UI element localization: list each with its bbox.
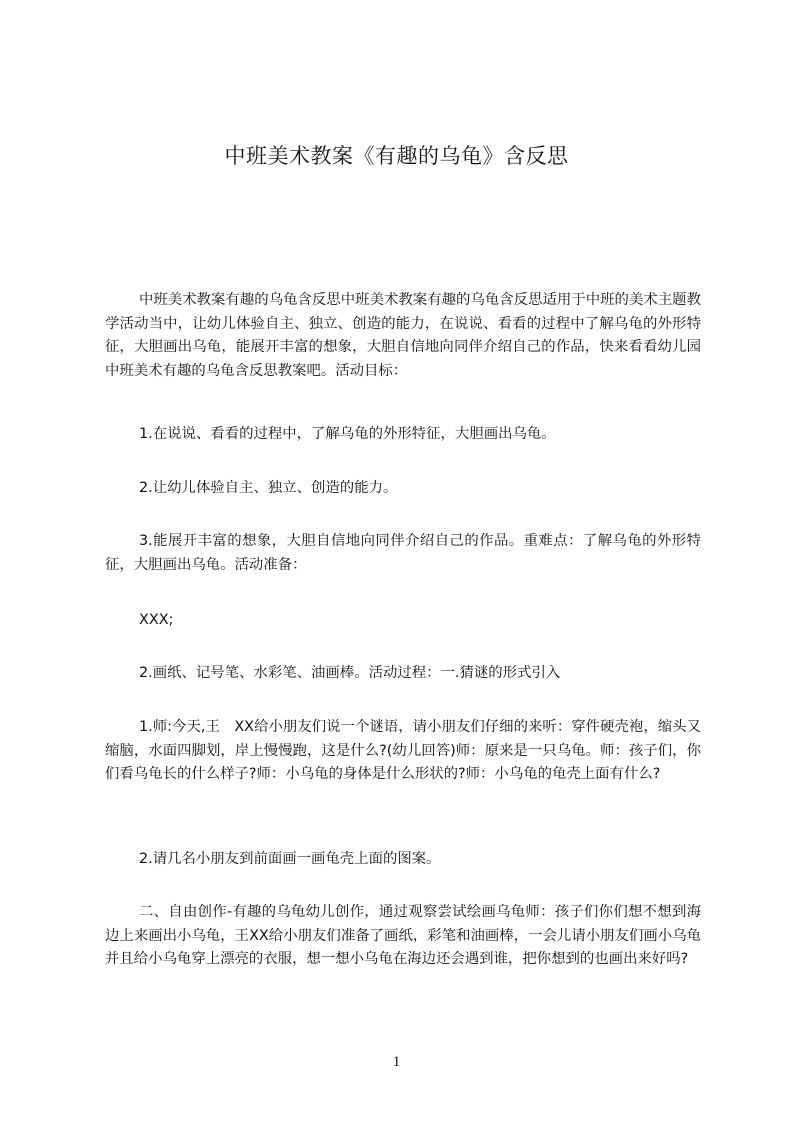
paragraph-process-1: 1.师:今天,王 XX给小朋友们说一个谜语，请小朋友们仔细的来听：穿件硬壳袍，缩头又缩脑，水面四脚划，岸上慢慢跑，这是什么?(幼儿回答)师：原来是一只乌龟。师：孩子们，你们看乌龟长的什么样子?师：小乌龟的身体是什么形状的?师：小乌龟的龟壳上面有什么? xyxy=(105,719,701,782)
document-title: 中班美术教案《有趣的乌龟》含反思 xyxy=(224,144,569,168)
paragraph-goal-2: 2.让幼儿体验自主、独立、创造的能力。 xyxy=(139,480,398,496)
paragraph-free-creation: 二、自由创作-有趣的乌龟幼儿创作，通过观察尝试绘画乌龟师：孩子们你们想不想到海边上来画出小乌龟，王XX给小朋友们准备了画纸，彩笔和油画棒，一会儿请小朋友们画小乌龟并且给小乌龟穿上漂亮的衣服，想一想小乌龟在海边还会遇到谁，把你想到的也画出来好吗? xyxy=(105,904,701,967)
paragraph-process-2: 2.请几名小朋友到前面画一画龟壳上面的图案。 xyxy=(139,851,441,867)
paragraph-materials-2: 2.画纸、记号笔、水彩笔、油画棒。活动过程：一.猜谜的形式引入 xyxy=(139,665,561,681)
paragraph-intro: 中班美术教案有趣的乌龟含反思中班美术教案有趣的乌龟含反思适用于中班的美术主题教学活动当中，让幼儿体验自主、独立、创造的能力，在说说、看看的过程中了解乌龟的外形特征，大胆画出乌龟，能展开丰富的想象，大胆自信地向同伴介绍自己的作品，快来看看幼儿园中班美术有趣的乌龟含反思教案吧。活动目标： xyxy=(105,292,701,379)
paragraph-materials-1: XXX; xyxy=(139,612,174,628)
paragraph-goal-3: 3.能展开丰富的想象，大胆自信地向同伴介绍自己的作品。重难点：了解乌龟的外形特征，大胆画出乌龟。活动准备： xyxy=(105,533,701,573)
page-number: 1 xyxy=(392,1054,401,1070)
paragraph-goal-1: 1.在说说、看看的过程中，了解乌龟的外形特征，大胆画出乌龟。 xyxy=(139,426,556,442)
